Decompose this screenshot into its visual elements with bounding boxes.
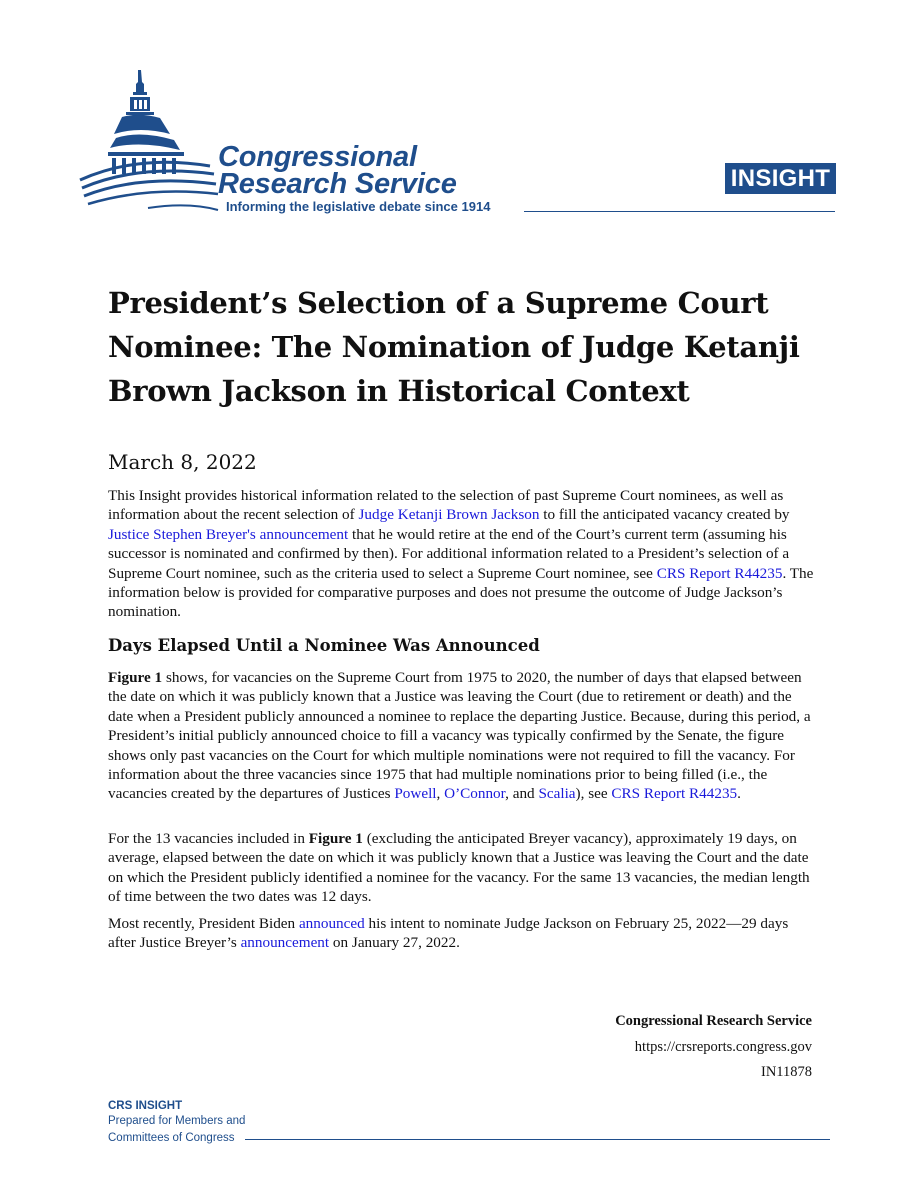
section-heading: Days Elapsed Until a Nominee Was Announced	[108, 636, 540, 655]
link-crs-report-r44235[interactable]: CRS Report R44235	[656, 564, 783, 582]
org-name-line1: Congressional	[218, 141, 417, 173]
header-divider	[524, 211, 835, 212]
text-run: ), see	[575, 785, 612, 803]
document-title: President’s Selection of a Supreme Court Nominee: The Nomination of Judge Ketanji Brown Jackson in Historical Context	[108, 286, 800, 408]
text-run: to fill the anticipated vacancy created by	[539, 506, 790, 524]
text-run: (excluding the anticipated Breyer vacancy), approximately 19 days, on average, elapsed between the date on which it was publicly known that a Justice was leaving the Court and the date on which the President publicly identified a nominee for the vacancy. For the same 13 vacancies, the median length of time between the two dates was 12 days.	[108, 830, 810, 906]
link-oconnor[interactable]: O’Connor	[444, 785, 506, 803]
figure-ref: Figure 1	[108, 669, 163, 686]
figure-ref: Figure 1	[308, 830, 363, 847]
intro-paragraph	[108, 486, 818, 622]
footer-report-id: IN11878	[760, 1064, 812, 1080]
link-breyer-announcement[interactable]: Justice Stephen Breyer's announcement	[108, 525, 349, 543]
org-tagline: Informing the legislative debate since 1914	[226, 199, 491, 214]
link-biden-announced[interactable]: announced	[298, 915, 365, 932]
footer-org-name: Congressional Research Service	[615, 1013, 812, 1029]
link-crs-report-r44235[interactable]: CRS Report R44235	[611, 785, 738, 803]
text-run: on January 27, 2022.	[329, 934, 460, 952]
text-run: ,	[436, 785, 445, 803]
footer-url: https://crsreports.congress.gov	[634, 1039, 812, 1055]
document-date: March 8, 2022	[108, 450, 257, 474]
link-powell[interactable]: Powell	[394, 785, 437, 803]
crs-insight-label: CRS INSIGHT	[108, 1100, 183, 1112]
link-breyer-announcement-2[interactable]: announcement	[240, 934, 330, 952]
figure-description-paragraph	[108, 668, 818, 804]
text-run: that he would retire at the end of the Court’s current term (assuming his successor is nominated and confirmed by then). For additional information related to a President’s selection of a Supreme Court nominee, such as the criteria used to select a Supreme Court nominee, see	[108, 525, 790, 582]
text-run: This Insight provides historical information related to the selection of past Supreme Court nominees, as well as information about the recent selection of	[108, 487, 784, 524]
prepared-for-line1: Prepared for Members and	[108, 1115, 246, 1127]
link-judge-jackson[interactable]: Judge Ketanji Brown Jackson	[358, 506, 540, 524]
insight-badge: INSIGHT	[725, 163, 836, 194]
text-run: . The information below is provided for comparative purposes and does not presume the outcome of Judge Jackson’s nomination.	[108, 564, 814, 621]
text-run: his intent to nominate Judge Jackson on February 25, 2022—29 days after Justice Breyer’s	[108, 915, 789, 952]
text-run: Most recently, President Biden	[108, 915, 299, 932]
text-run: .	[737, 785, 741, 803]
footer-divider	[245, 1139, 830, 1140]
text-run: shows, for vacancies on the Supreme Court from 1975 to 2020, the number of days that elapsed between the date on which it was publicly known that a Justice was leaving the Court (due to retirement or death) and the date when a President publicly announced a nominee to replace the departing Justice. Because, during this period, a President’s initial publicly announced choice to fill a vacancy was typically confirmed by the Senate, the figure shows only past vacancies on the Court for which multiple nominations were not required to fill the vacancy. For information about the three vacancies since 1975 that had multiple nominations prior to being filled (i.e., the vacancies created by the departures of Justices	[108, 669, 811, 803]
org-name-line2: Research Service	[218, 168, 457, 200]
recent-nomination-paragraph	[108, 914, 818, 953]
statistics-paragraph	[108, 829, 818, 907]
link-scalia[interactable]: Scalia	[538, 785, 576, 803]
text-run: For the 13 vacancies included in	[108, 830, 309, 847]
capitol-dome-logo-icon	[78, 62, 228, 222]
prepared-for-line2: Committees of Congress	[108, 1132, 235, 1144]
text-run: , and	[505, 785, 539, 803]
